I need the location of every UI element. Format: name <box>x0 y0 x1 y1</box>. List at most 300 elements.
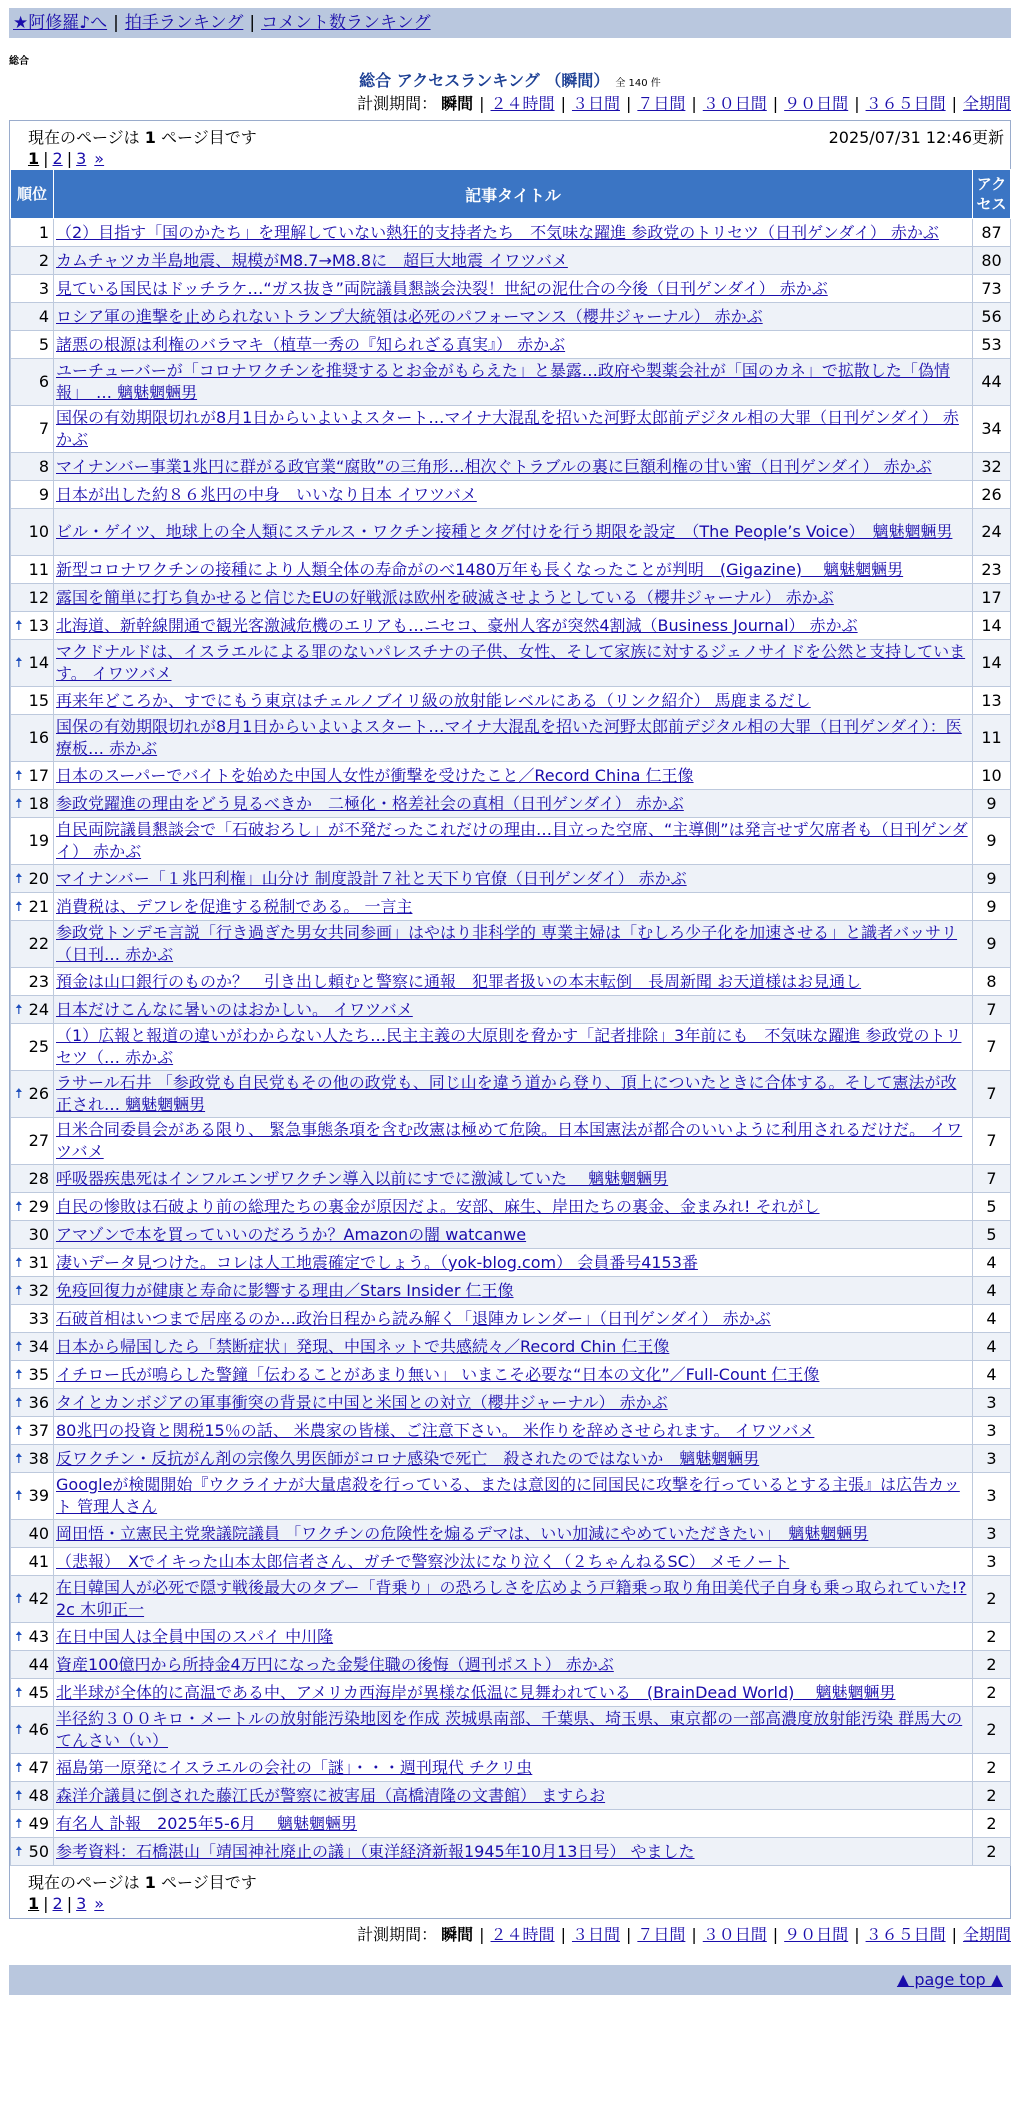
period-90d-link[interactable]: ９０日間 <box>784 1925 849 1944</box>
title-cell <box>54 790 973 818</box>
home-link[interactable]: ★阿修羅♪へ <box>13 13 108 33</box>
rank-cell <box>11 1417 54 1445</box>
article-link[interactable]: 免疫回復力が健康と寿命に影響する理由／Stars Insider 仁王像 <box>56 1280 514 1300</box>
article-link[interactable]: Googleが検閲開始『ウクライナが大量虐殺を行っている、または意図的に同国民に攻撃を行っているとする主張』は広告カット 管理人さん <box>56 1475 960 1516</box>
rank-cell <box>11 1361 54 1389</box>
access-count: 4 <box>973 1333 1011 1361</box>
rank-cell <box>11 584 54 612</box>
article-link[interactable]: 福島第一原発にイスラエルの会社の「謎」・・・週刊現代 チクリ虫 <box>56 1757 533 1777</box>
access-count: 3 <box>973 1548 1011 1576</box>
access-count: 53 <box>973 331 1011 359</box>
article-link[interactable]: ビル・ゲイツ、地球上の全人類にステルス・ワクチン接種とタグ付けを行う期限を設定 （The People’s Voice） 魑魅魍魎男 <box>56 522 953 541</box>
title-cell <box>54 509 973 556</box>
rank-cell <box>11 1782 54 1810</box>
rank-number: 9 <box>38 484 49 504</box>
access-count: 9 <box>973 818 1011 865</box>
table-row <box>11 1707 1011 1754</box>
table-row <box>11 453 1011 481</box>
article-link[interactable]: 参考資料：石橋湛山「靖国神社廃止の議」（東洋経済新報1945年10月13日号） やました <box>56 1841 695 1861</box>
article-link[interactable]: 日米合同委員会がある限り、 緊急事態条項を含む改憲は極めて危険。日本国憲法が都合のいいように利用されるだけだ。 イワツバメ <box>56 1120 963 1161</box>
title-cell <box>54 1333 973 1361</box>
article-link[interactable]: 消費税は、デフレを促進する税制である。 一言主 <box>56 896 413 916</box>
applause-ranking-link[interactable]: 拍手ランキング <box>124 13 244 33</box>
rank-cell <box>11 1389 54 1417</box>
rank-up-icon: 🠅 <box>15 655 23 671</box>
article-link[interactable]: 自民の惨敗は石破より前の総理たちの裏金が原因だよ。安部、麻生、岸田たちの裏金、金まみれ! それがし <box>56 1196 820 1216</box>
pager-page-2[interactable]: 2 <box>52 1894 63 1913</box>
article-link[interactable]: カムチャツカ半島地震、規模がM8.7→M8.8に 超巨大地震 イワツバメ <box>56 250 568 270</box>
page-info-pre: 現在のページは <box>28 1873 140 1892</box>
rank-number: 34 <box>28 1336 49 1356</box>
top-nav-bar <box>9 8 1011 38</box>
rank-cell <box>11 715 54 762</box>
rank-number: 4 <box>38 306 49 326</box>
article-link[interactable]: 森洋介議員に倒された藤江氏が警察に被害届（高橋清隆の文書館） ますらお <box>56 1785 606 1805</box>
access-count: 2 <box>973 1810 1011 1838</box>
rank-cell <box>11 331 54 359</box>
rank-cell <box>11 1838 54 1866</box>
ranking-box <box>9 120 1011 1919</box>
access-count: 2 <box>973 1651 1011 1679</box>
access-count: 9 <box>973 893 1011 921</box>
article-link[interactable]: 日本が出した約８６兆円の中身 いいなり日本 イワツバメ <box>56 484 477 504</box>
access-count: 3 <box>973 1473 1011 1520</box>
article-link[interactable]: マイナンバー事業1兆円に群がる政官業“腐敗”の三角形…相次ぐトラブルの裏に巨額利権の甘い蜜（日刊ゲンダイ） 赤かぶ <box>56 456 932 476</box>
access-count: 7 <box>973 996 1011 1024</box>
access-count: 7 <box>973 1165 1011 1193</box>
nav-separator: | <box>249 13 256 33</box>
title-cell <box>54 1221 973 1249</box>
article-link[interactable]: （悲報） Xでイキった山本太郎信者さん、ガチで警察沙汰になり泣く（２ちゃんねるSC） メモノート <box>56 1551 790 1571</box>
rank-cell <box>11 1333 54 1361</box>
table-row <box>11 481 1011 509</box>
article-link[interactable]: ラサール石井 「参政党も自民党もその他の政党も、同じ山を違う道から登り、頂上についたときに合体する。そして憲法が改正され… 魑魅魍魎男 <box>56 1073 957 1114</box>
article-link[interactable]: 自民両院議員懇談会で「石破おろし」が不発だったこれだけの理由…目立った空席、“主導側”は発言せず欠席者も（日刊ゲンダイ） 赤かぶ <box>56 820 968 861</box>
page-title <box>0 70 1020 92</box>
pager-current: 1 <box>28 149 40 168</box>
rank-up-icon: 🠅 <box>15 1488 23 1504</box>
table-row <box>11 1623 1011 1651</box>
rank-cell <box>11 762 54 790</box>
rank-number: 35 <box>28 1364 49 1384</box>
article-link[interactable]: 北海道、新幹線開通で観光客激減危機のエリアも…ニセコ、豪州人客が突然4割減（Business Journal） 赤かぶ <box>56 615 858 635</box>
access-count: 44 <box>973 359 1011 406</box>
rank-number: 41 <box>28 1551 49 1571</box>
rank-cell <box>11 640 54 687</box>
access-count: 14 <box>973 640 1011 687</box>
rank-number: 16 <box>28 728 49 747</box>
article-link[interactable]: 日本だけこんなに暑いのはおかしい。 イワツバメ <box>56 999 413 1019</box>
access-count: 7 <box>973 1071 1011 1118</box>
table-row <box>11 1679 1011 1707</box>
table-row <box>11 1445 1011 1473</box>
article-link[interactable]: 岡田悟・立憲民主党衆議院議員 「ワクチンの危険性を煽るデマは、いい加減にやめていただきたい」 魑魅魍魎男 <box>56 1523 869 1543</box>
article-link[interactable]: タイとカンボジアの軍事衝突の背景に中国と米国との対立（櫻井ジャーナル） 赤かぶ <box>56 1392 668 1412</box>
rank-cell <box>11 1221 54 1249</box>
rank-up-icon: 🠅 <box>15 1628 23 1645</box>
period-7d-link[interactable]: ７日間 <box>637 94 686 113</box>
table-row <box>11 818 1011 865</box>
title-cell <box>54 1810 973 1838</box>
period-24h-link[interactable]: ２４時間 <box>490 94 555 113</box>
rank-up-icon: 🠅 <box>15 1759 23 1776</box>
article-link[interactable]: 参政党トンデモ言説「行き過ぎた男女共同参画」はやはり非科学的 専業主婦は「むしろ少子化を加速させる」と識者バッサリ（日刊… 赤かぶ <box>56 923 958 964</box>
rank-number: 6 <box>38 372 49 391</box>
article-link[interactable]: 諸悪の根源は利権のバラマキ（植草一秀の『知られざる真実』） 赤かぶ <box>56 334 566 354</box>
article-link[interactable]: 日本のスーパーでバイトを始めた中国人女性が衝撃を受けたこと／Record China 仁王像 <box>56 765 694 785</box>
table-row <box>11 247 1011 275</box>
article-link[interactable]: 資産100億円から所持金4万円になった金髪住職の後悔（週刊ポスト） 赤かぶ <box>56 1654 614 1674</box>
rank-up-icon: 🠅 <box>15 1198 23 1215</box>
table-row <box>11 865 1011 893</box>
pager-current: 1 <box>28 1894 40 1913</box>
rank-number: 15 <box>28 690 49 710</box>
rank-number: 25 <box>28 1037 49 1056</box>
title-cell <box>54 1445 973 1473</box>
rank-number: 11 <box>28 559 49 579</box>
rank-cell <box>11 818 54 865</box>
article-link[interactable]: ユーチューバーが「コロナワクチンを推奨するとお金がもらえた」と暴露…政府や製薬会社が「国のカネ」で拡散した「偽情報」 … 魑魅魍魎男 <box>56 361 950 402</box>
access-count: 3 <box>973 1520 1011 1548</box>
rank-cell <box>11 1277 54 1305</box>
article-link[interactable]: 再来年どころか、すでにもう東京はチェルノブイリ級の放射能レベルにある（リンク紹介） 馬鹿まるだし <box>56 690 811 710</box>
article-link[interactable]: 80兆円の投資と関税15％の話、 米農家の皆様、ご注意下さい。 米作りを辞めさせられます。 イワツバメ <box>56 1420 815 1440</box>
title-cell <box>54 921 973 968</box>
rank-cell <box>11 509 54 556</box>
rank-number: 7 <box>38 419 49 438</box>
article-link[interactable]: マクドナルドは、イスラエルによる罪のないパレスチナの子供、女性、そして家族に対するジェノサイドを公然と支持しています。 イワツバメ <box>56 642 966 683</box>
rank-number: 8 <box>38 456 49 476</box>
title-cell <box>54 1118 973 1165</box>
title-cell <box>54 968 973 996</box>
pager-page-2[interactable]: 2 <box>52 149 63 168</box>
title-cell <box>54 1277 973 1305</box>
title-cell <box>54 1249 973 1277</box>
rank-up-icon: 🠅 <box>15 795 23 812</box>
rank-number: 2 <box>38 250 49 270</box>
table-row <box>11 715 1011 762</box>
period-selector-bottom: 計測期間： 瞬間 | ２４時間 | ３日間 | ７日間 | ３０日間 | ９０日間 | ３６５日間 | 全期間 <box>357 1925 1011 1944</box>
title-cell <box>54 556 973 584</box>
rank-number: 50 <box>28 1841 49 1861</box>
article-link[interactable]: 北半球が全体的に高温である中、アメリカ西海岸が異様な低温に見舞われている (BrainDead World) 魑魅魍魎男 <box>56 1682 896 1702</box>
access-count: 80 <box>973 247 1011 275</box>
table-row <box>11 612 1011 640</box>
rank-cell <box>11 612 54 640</box>
article-link[interactable]: アマゾンで本を買っていいのだろうか？Amazonの闇 watcanwe <box>56 1224 527 1244</box>
pager-page-3[interactable]: 3 <box>76 1894 87 1913</box>
rank-cell <box>11 921 54 968</box>
rank-up-icon: 🠅 <box>15 617 23 634</box>
access-count: 9 <box>973 790 1011 818</box>
rank-number: 27 <box>28 1131 49 1150</box>
article-link[interactable]: 半径約３００キロ・メートルの放射能汚染地図を作成 茨城県南部、千葉県、埼玉県、東京都の一部高濃度放射能汚染 群馬大のてんさい（い） <box>56 1709 963 1750</box>
access-count: 2 <box>973 1679 1011 1707</box>
table-row <box>11 1520 1011 1548</box>
period-365d-link[interactable]: ３６５日間 <box>865 94 946 113</box>
pager-next[interactable]: » <box>94 149 105 168</box>
access-count: 9 <box>973 865 1011 893</box>
access-count: 9 <box>973 921 1011 968</box>
rank-number: 36 <box>28 1392 49 1412</box>
title-cell <box>54 1071 973 1118</box>
ranking-title: 総合 アクセスランキング （瞬間） <box>359 71 610 90</box>
article-link[interactable]: 石破首相はいつまで居座るのか…政治日程から読み解く「退陣カレンダー」（日刊ゲンダイ） 赤かぶ <box>56 1308 771 1328</box>
rank-number: 46 <box>28 1720 49 1739</box>
table-row <box>11 303 1011 331</box>
rank-up-icon: 🠅 <box>15 1086 23 1102</box>
article-link[interactable]: 参政党躍進の理由をどう見るべきか 二極化・格差社会の真相（日刊ゲンダイ） 赤かぶ <box>56 793 684 813</box>
table-row <box>11 1389 1011 1417</box>
rank-cell <box>11 968 54 996</box>
table-row <box>11 893 1011 921</box>
pager-page-3[interactable]: 3 <box>76 149 87 168</box>
title-cell <box>54 762 973 790</box>
article-link[interactable]: イチロー氏が鳴らした警鐘「伝わることがあまり無い」 いまこそ必要な“日本の文化”／Full-Count 仁王像 <box>56 1364 820 1384</box>
rank-up-icon: 🠅 <box>15 1282 23 1299</box>
article-link[interactable]: 国保の有効期限切れが8月1日からいよいよスタート…マイナ大混乱を招いた河野太郎前デジタル相の大罪（日刊ゲンダイ） 赤かぶ <box>56 408 959 449</box>
article-link[interactable]: 呼吸器疾患死はインフルエンザワクチン導入以前にすでに激減していた 魑魅魍魎男 <box>56 1168 669 1188</box>
rank-cell <box>11 1576 54 1623</box>
access-count: 8 <box>973 968 1011 996</box>
rank-cell <box>11 1305 54 1333</box>
article-link[interactable]: 在日中国人は全員中国のスパイ 中川隆 <box>56 1626 334 1646</box>
access-count: 4 <box>973 1249 1011 1277</box>
title-cell <box>54 303 973 331</box>
title-cell <box>54 247 973 275</box>
access-count: 2 <box>973 1623 1011 1651</box>
ranking-rows <box>11 219 1011 1866</box>
rank-number: 38 <box>28 1448 49 1468</box>
title-cell <box>54 1782 973 1810</box>
bottom-bar <box>9 1965 1011 1995</box>
title-cell <box>54 1473 973 1520</box>
period-selector-top: 計測期間： 瞬間 | ２４時間 | ３日間 | ７日間 | ３０日間 | ９０日間 | ３６５日間 | 全期間 <box>357 94 1011 113</box>
access-count: 26 <box>973 481 1011 509</box>
title-cell <box>54 1165 973 1193</box>
rank-cell <box>11 1165 54 1193</box>
table-row <box>11 1782 1011 1810</box>
rank-cell <box>11 481 54 509</box>
table-row <box>11 968 1011 996</box>
access-count: 4 <box>973 1361 1011 1389</box>
article-link[interactable]: 日本から帰国したら「禁断症状」発現、中国ネットで共感続々／Record Chin 仁王像 <box>56 1336 670 1356</box>
page-top-link[interactable]: ▲ page top ▲ <box>896 1970 1003 1989</box>
article-link[interactable]: 在日韓国人が必死で隠す戦後最大のタブー「背乗り」の恐ろしさを広めよう戸籍乗っ取り角田美代子自身も乗っ取られていた!?2c 木卯正一 <box>56 1578 967 1619</box>
rank-up-icon: 🠅 <box>15 1722 23 1738</box>
rank-up-icon: 🠅 <box>15 1338 23 1355</box>
period-30d-link[interactable]: ３０日間 <box>702 1925 767 1944</box>
comment-ranking-link[interactable]: コメント数ランキング <box>261 13 431 33</box>
table-row <box>11 1221 1011 1249</box>
header-access: アクセス <box>973 170 1011 219</box>
rank-cell <box>11 1024 54 1071</box>
rank-cell <box>11 453 54 481</box>
access-count: 4 <box>973 1277 1011 1305</box>
period-all-link[interactable]: 全期間 <box>962 1925 1011 1944</box>
rank-up-icon: 🠅 <box>15 1843 23 1860</box>
table-row <box>11 406 1011 453</box>
rank-cell <box>11 1445 54 1473</box>
rank-number: 10 <box>28 522 49 541</box>
total-count: 全 140 件 <box>615 78 661 89</box>
period-90d-link[interactable]: ９０日間 <box>784 94 849 113</box>
title-cell <box>54 359 973 406</box>
title-cell <box>54 818 973 865</box>
rank-number: 14 <box>28 653 49 672</box>
access-count: 2 <box>973 1707 1011 1754</box>
access-count: 23 <box>973 556 1011 584</box>
article-link[interactable]: 見ている国民はドッチラケ…“ガス抜き”両院議員懇談会決裂！世紀の泥仕合の今後（日刊ゲンダイ） 赤かぶ <box>56 278 828 298</box>
article-link[interactable]: 国保の有効期限切れが8月1日からいよいよスタート…マイナ大混乱を招いた河野太郎前デジタル相の大罪（日刊ゲンダイ）：医療板… 赤かぶ <box>56 717 962 758</box>
article-link[interactable]: ロシア軍の進撃を止められないトランプ大統領は必死のパフォーマンス（櫻井ジャーナル） 赤かぶ <box>56 306 763 326</box>
rank-cell <box>11 1071 54 1118</box>
access-count: 73 <box>973 275 1011 303</box>
rank-cell <box>11 1623 54 1651</box>
table-row <box>11 1417 1011 1445</box>
title-cell <box>54 612 973 640</box>
pager-next[interactable]: » <box>94 1894 105 1913</box>
access-count: 10 <box>973 762 1011 790</box>
title-cell <box>54 865 973 893</box>
rank-number: 30 <box>28 1224 49 1244</box>
rank-cell <box>11 1473 54 1520</box>
rank-number: 24 <box>28 999 49 1019</box>
pager-top: 1 | 2 | 3 » <box>28 149 105 168</box>
rank-cell <box>11 219 54 247</box>
access-count: 2 <box>973 1782 1011 1810</box>
access-count: 17 <box>973 584 1011 612</box>
rank-up-icon: 🠅 <box>15 1815 23 1832</box>
rank-cell <box>11 865 54 893</box>
rank-up-icon: 🠅 <box>15 1684 23 1701</box>
period-all-link[interactable]: 全期間 <box>962 94 1011 113</box>
table-row <box>11 921 1011 968</box>
rank-cell <box>11 1810 54 1838</box>
access-count: 5 <box>973 1193 1011 1221</box>
rank-cell <box>11 1193 54 1221</box>
title-cell <box>54 1623 973 1651</box>
title-cell <box>54 640 973 687</box>
title-cell <box>54 1417 973 1445</box>
table-row <box>11 1249 1011 1277</box>
title-cell <box>54 1548 973 1576</box>
rank-number: 22 <box>28 934 49 953</box>
rank-cell <box>11 1548 54 1576</box>
rank-up-icon: 🠅 <box>15 1422 23 1439</box>
rank-up-icon: 🠅 <box>15 1394 23 1411</box>
period-label: 計測期間： <box>357 94 438 113</box>
rank-number: 33 <box>28 1308 49 1328</box>
rank-number: 21 <box>28 896 49 916</box>
period-current: 瞬間 <box>441 1925 474 1944</box>
title-cell <box>54 1838 973 1866</box>
article-link[interactable]: 露国を簡単に打ち負かせると信じたEUの好戦派は欧州を破滅させようとしている（櫻井ジャーナル） 赤かぶ <box>56 587 834 607</box>
article-link[interactable]: 有名人 訃報 2025年5-6月 魑魅魍魎男 <box>56 1813 358 1833</box>
table-row <box>11 996 1011 1024</box>
rank-up-icon: 🠅 <box>15 767 23 784</box>
rank-number: 49 <box>28 1813 49 1833</box>
rank-number: 37 <box>28 1420 49 1440</box>
page-info-num: 1 <box>144 1873 156 1892</box>
article-link[interactable]: マイナンバー「１兆円利権」山分け 制度設計７社と天下り官僚（日刊ゲンダイ） 赤かぶ <box>56 868 687 888</box>
access-count: 5 <box>973 1221 1011 1249</box>
access-count: 34 <box>973 406 1011 453</box>
page-info-post: ページ目です <box>161 1873 257 1892</box>
table-row <box>11 1838 1011 1866</box>
title-cell <box>54 453 973 481</box>
rank-cell <box>11 556 54 584</box>
title-cell <box>54 996 973 1024</box>
article-link[interactable]: （1）広報と報道の違いがわからない人たち…民主主義の大原則を脅かす「記者排除」3年前にも 不気味な躍進 参政党のトリセツ（… 赤かぶ <box>56 1026 962 1067</box>
rank-number: 12 <box>28 587 49 607</box>
rank-number: 19 <box>28 831 49 850</box>
rank-number: 26 <box>28 1084 49 1103</box>
period-30d-link[interactable]: ３０日間 <box>702 94 767 113</box>
rank-cell <box>11 1118 54 1165</box>
period-24h-link[interactable]: ２４時間 <box>490 1925 555 1944</box>
access-count: 7 <box>973 1024 1011 1071</box>
rank-up-icon: 🠅 <box>15 1001 23 1018</box>
article-link[interactable]: 新型コロナワクチンの接種により人類全体の寿命がのべ1480万年も長くなったことが判明 (Gigazine) 魑魅魍魎男 <box>56 559 904 579</box>
table-row <box>11 1071 1011 1118</box>
access-count: 56 <box>973 303 1011 331</box>
title-cell <box>54 1389 973 1417</box>
title-cell <box>54 1576 973 1623</box>
article-link[interactable]: 反ワクチン・反抗がん剤の宗像久男医師がコロナ感染で死亡 殺されたのではないか 魑魅魍魎男 <box>56 1448 760 1468</box>
title-cell <box>54 687 973 715</box>
title-cell <box>54 715 973 762</box>
current-page-info-bottom <box>28 1870 257 1893</box>
rank-number: 32 <box>28 1280 49 1300</box>
table-row <box>11 1361 1011 1389</box>
period-label: 計測期間： <box>357 1925 438 1944</box>
article-link[interactable]: 預金は山口銀行のものか？ 引き出し頼むと警察に通報 犯罪者扱いの本末転倒 長周新聞 お天道様はお見通し <box>56 971 862 991</box>
period-7d-link[interactable]: ７日間 <box>637 1925 686 1944</box>
rank-cell <box>11 247 54 275</box>
rank-up-icon: 🠅 <box>15 1591 23 1607</box>
rank-cell <box>11 1679 54 1707</box>
rank-number: 42 <box>28 1589 49 1608</box>
title-cell <box>54 1651 973 1679</box>
access-count: 14 <box>973 612 1011 640</box>
article-link[interactable]: 凄いデータ見つけた。コレは人工地震確定でしょう。（yok-blog.com） 会員番号4153番 <box>56 1252 698 1272</box>
period-365d-link[interactable]: ３６５日間 <box>865 1925 946 1944</box>
rank-number: 44 <box>28 1654 49 1674</box>
page-info-num: 1 <box>144 128 156 147</box>
ranking-table <box>10 169 1011 1866</box>
rank-number: 13 <box>28 615 49 635</box>
access-count: 11 <box>973 715 1011 762</box>
rank-number: 18 <box>28 793 49 813</box>
rank-number: 5 <box>38 334 49 354</box>
page-info-header <box>10 121 1010 169</box>
rank-number: 39 <box>28 1486 49 1505</box>
table-row <box>11 1576 1011 1623</box>
title-cell <box>54 1520 973 1548</box>
article-link[interactable]: （2）目指す「国のかたち」を理解していない熱狂的支持者たち 不気味な躍進 参政党のトリセツ（日刊ゲンダイ） 赤かぶ <box>56 222 939 242</box>
header-rank: 順位 <box>11 170 54 219</box>
rank-cell <box>11 1520 54 1548</box>
period-3d-link[interactable]: ３日間 <box>571 1925 620 1944</box>
table-row <box>11 275 1011 303</box>
period-3d-link[interactable]: ３日間 <box>571 94 620 113</box>
title-cell <box>54 1679 973 1707</box>
title-cell <box>54 331 973 359</box>
rank-cell <box>11 275 54 303</box>
table-row <box>11 1024 1011 1071</box>
table-row <box>11 359 1011 406</box>
